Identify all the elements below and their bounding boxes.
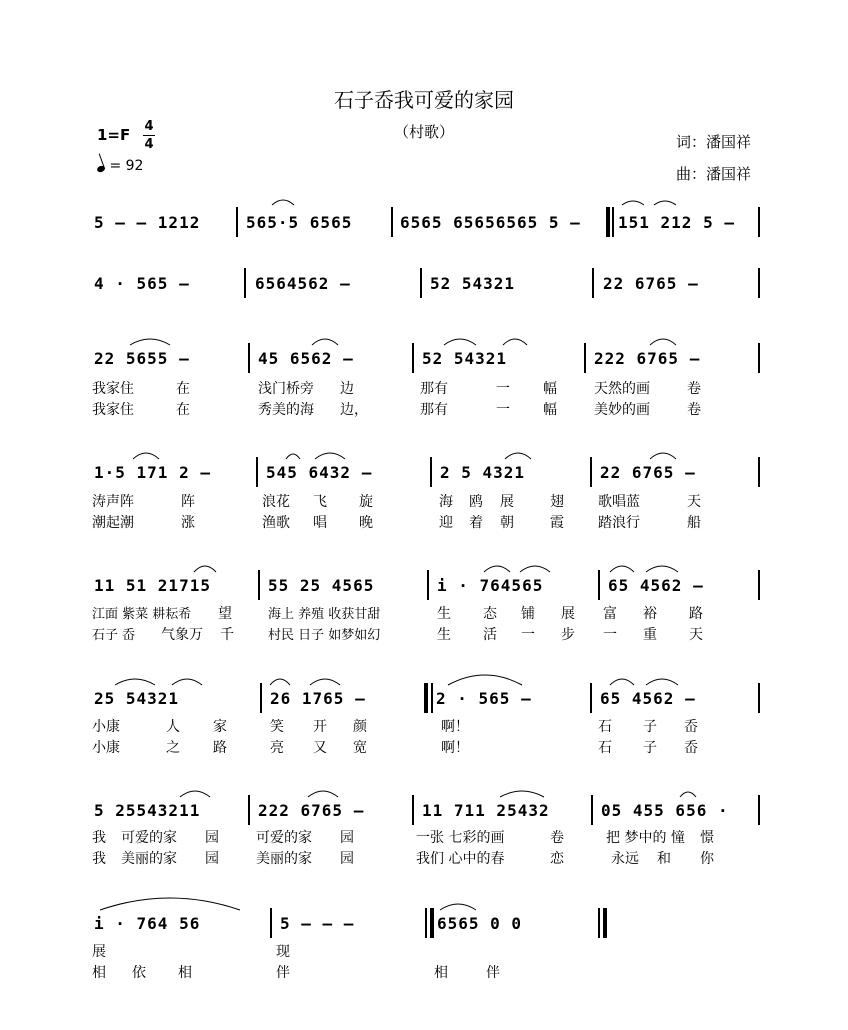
- lyric-word: 恋: [550, 851, 564, 867]
- lyric-word: 鸥: [469, 494, 483, 510]
- lyric-word: 园: [340, 851, 354, 867]
- lyric-word: 一张 七彩的画: [416, 830, 505, 846]
- lyric-word: 活: [483, 627, 497, 643]
- lyric-word: 一: [521, 627, 535, 643]
- lyric-word: 我家住: [92, 381, 134, 397]
- lyric-word: 唱: [313, 515, 327, 531]
- lyric-word: 我: [92, 851, 106, 867]
- lyric-word: 飞: [313, 494, 327, 510]
- lyricist-credit: 词：潘国祥: [676, 133, 752, 151]
- slur: [272, 200, 294, 205]
- lyric-word: 可爱的家: [256, 830, 312, 846]
- triplet-slur: [622, 201, 644, 205]
- slur: [650, 453, 676, 459]
- measure-l1-m3: 6565 65656565 5 —: [400, 213, 581, 232]
- lyric-word: 迎: [439, 515, 453, 531]
- measure-l5-m1: 11 51 21715: [94, 576, 211, 595]
- lyric-word: 永远: [611, 851, 639, 867]
- lyric-word: 伴: [486, 965, 500, 981]
- lyric-word: 生: [437, 627, 451, 643]
- lyric-word: 幅: [543, 402, 557, 418]
- slur: [650, 339, 676, 345]
- lyric-word: 把 梦中的 憧: [606, 830, 685, 846]
- measure-l6-m4: 65 4562 —: [600, 689, 696, 708]
- lyric-word: 一: [496, 381, 510, 397]
- lyric-word: 翅: [550, 494, 564, 510]
- measure-l2-m1: 4 · 565 —: [94, 274, 190, 293]
- lyric-word: 展: [92, 944, 106, 960]
- lyric-word: 着: [469, 515, 483, 531]
- lyric-word: 气象万: [161, 627, 203, 643]
- lyric-word: 海上 养殖 收获甘甜: [268, 607, 381, 622]
- lyric-word: 步: [561, 627, 575, 643]
- measure-l7-m4: 05 455 656 ·: [601, 801, 729, 820]
- slur: [448, 675, 522, 685]
- lyric-word: 船: [687, 515, 701, 531]
- lyric-word: 展: [500, 494, 514, 510]
- slur: [484, 566, 510, 572]
- lyric-word: 天然的画: [594, 381, 650, 397]
- lyric-word: 之: [166, 740, 180, 756]
- song-subtitle: （村歌）: [393, 123, 454, 141]
- lyric-word: 浅门桥旁: [258, 381, 314, 397]
- lyric-word: 依: [132, 965, 146, 981]
- lyric-word: 渔歌: [262, 515, 290, 531]
- measure-l7-m2: 222 6765 —: [258, 801, 365, 820]
- lyric-word: 石子 岙: [92, 628, 136, 643]
- lyric-word: 边，: [340, 402, 368, 418]
- lyric-word: 朝: [500, 515, 514, 531]
- composer-credit: 曲：潘国祥: [676, 165, 752, 183]
- lyric-word: 相: [434, 965, 448, 981]
- lyric-word: 霞: [550, 515, 564, 531]
- slur: [503, 339, 527, 345]
- measure-l3-m4: 222 6765 —: [594, 349, 701, 368]
- lyric-word: 啊！: [441, 740, 469, 756]
- lyric-word: 开: [313, 719, 327, 735]
- lyric-word: 晚: [359, 515, 373, 531]
- lyric-word: 边: [340, 381, 354, 397]
- slur: [500, 791, 544, 797]
- measure-l4-m1: 1·5 171 2 —: [94, 463, 211, 482]
- lyric-word: 潮起潮: [92, 515, 134, 531]
- slur: [172, 679, 202, 685]
- measure-l7-m3: 11 711 25432: [422, 801, 550, 820]
- slur: [133, 453, 159, 459]
- measure-l7-m1: 5 25543211: [94, 801, 201, 820]
- triplet-slur: [654, 201, 676, 205]
- lyric-word: 展: [561, 606, 575, 622]
- slur: [444, 339, 476, 345]
- measure-l6-m1: 25 54321: [94, 689, 180, 708]
- lyric-word: 村民 日子 如梦如幻: [268, 628, 381, 643]
- lyric-word: 美丽的家: [121, 851, 177, 867]
- lyric-word: 石: [598, 719, 612, 735]
- slur: [130, 339, 170, 345]
- slur: [100, 898, 240, 910]
- lyric-word: 又: [313, 740, 327, 756]
- slur: [194, 566, 216, 572]
- lyric-word: 浪花: [262, 494, 290, 510]
- slur: [440, 904, 476, 910]
- lyric-word: 那有: [420, 381, 448, 397]
- measure-l4-m2: 545 6432 —: [266, 463, 373, 482]
- lyric-word: 现: [276, 944, 290, 960]
- lyric-word: 涛声阵: [92, 494, 134, 510]
- lyric-word: 天: [689, 627, 703, 643]
- lyric-word: 可爱的家: [121, 830, 177, 846]
- lyric-word: 阵: [181, 494, 195, 510]
- measure-l1-m4: 151 212 5 —: [618, 213, 735, 232]
- lyric-word: 宽: [353, 740, 367, 756]
- measure-l6-m2: 26 1765 —: [270, 689, 366, 708]
- lyric-word: 相: [92, 965, 106, 981]
- measure-l3-m3: 52 54321: [422, 349, 508, 368]
- lyric-word: 路: [689, 606, 703, 622]
- lyric-word: 子: [643, 740, 657, 756]
- slur: [646, 566, 678, 572]
- song-title: 石子岙我可爱的家园: [334, 88, 514, 112]
- measure-l3-m2: 45 6562 —: [258, 349, 354, 368]
- measure-l8-m3: 6565 0 0: [437, 914, 523, 933]
- lyric-word: 啊！: [441, 719, 469, 735]
- measure-l6-m3: 2 · 565 —: [436, 689, 532, 708]
- lyric-word: 秀美的海: [258, 402, 314, 418]
- lyric-word: 旋: [359, 494, 373, 510]
- lyric-word: 幅: [543, 381, 557, 397]
- lyric-word: 园: [340, 830, 354, 846]
- slur: [646, 679, 678, 685]
- lyric-word: 在: [176, 381, 190, 397]
- lyric-word: 伴: [276, 965, 290, 981]
- measure-l5-m2: 55 25 4565: [268, 576, 375, 595]
- lyric-word: 岙: [684, 719, 698, 735]
- lyric-word: 卷: [687, 381, 701, 397]
- lyric-word: 路: [213, 740, 227, 756]
- key-signature: 1=F: [97, 126, 131, 144]
- slur: [180, 791, 210, 797]
- lyric-word: 家: [213, 719, 227, 735]
- lyric-word: 我家住: [92, 402, 134, 418]
- lyric-word: 美丽的家: [256, 851, 312, 867]
- lyric-word: 一: [603, 627, 617, 643]
- measure-l1-m1: 5 — — 1212: [94, 213, 201, 232]
- lyric-word: 憬: [700, 830, 714, 846]
- lyric-word: 江面 紫菜 耕耘希: [92, 607, 192, 622]
- lyric-word: 颜: [353, 719, 367, 735]
- lyric-word: 我们 心中的春: [416, 851, 505, 867]
- lyric-word: 那有: [420, 402, 448, 418]
- lyric-word: 涨: [181, 515, 195, 531]
- measure-l5-m3: i · 764565: [437, 576, 544, 595]
- measure-l8-m1: i · 764 56: [94, 914, 201, 933]
- lyric-word: 我: [92, 830, 106, 846]
- measure-l2-m2: 6564562 —: [255, 274, 351, 293]
- lyric-word: 亮: [270, 740, 284, 756]
- measure-l8-m2: 5 — — —: [280, 914, 355, 933]
- lyric-word: 铺: [521, 606, 535, 622]
- lyric-word: 笑: [270, 719, 284, 735]
- lyric-word: 岙: [684, 740, 698, 756]
- measure-l2-m4: 22 6765 —: [603, 274, 699, 293]
- lyric-word: 卷: [687, 402, 701, 418]
- lyric-word: 一: [496, 402, 510, 418]
- lyric-word: 海: [439, 494, 453, 510]
- lyric-word: 富: [603, 606, 617, 622]
- lyric-word: 小康: [92, 719, 120, 735]
- measure-l1-m2: 565·5 6565: [246, 213, 353, 232]
- lyric-word: 歌唱蓝: [598, 494, 640, 510]
- lyric-word: 重: [643, 627, 657, 643]
- lyric-word: 人: [166, 719, 180, 735]
- lyric-word: 天: [687, 494, 701, 510]
- lyric-word: 生: [437, 606, 451, 622]
- slur: [315, 453, 345, 459]
- measure-l4-m3: 2 5 4321: [440, 463, 526, 482]
- slur: [286, 454, 300, 459]
- time-sig-bottom: 4: [144, 137, 154, 152]
- lyric-word: 石: [598, 740, 612, 756]
- slur: [312, 339, 338, 345]
- lyric-word: 园: [205, 851, 219, 867]
- lyric-word: 你: [700, 851, 714, 867]
- lyric-word: 望: [218, 606, 232, 622]
- lyric-word: 卷: [550, 830, 564, 846]
- lyric-word: 小康: [92, 740, 120, 756]
- time-sig-top: 4: [144, 119, 154, 134]
- slur: [310, 679, 340, 685]
- lyric-word: 踏浪行: [598, 515, 640, 531]
- measure-l5-m4: 65 4562 —: [608, 576, 704, 595]
- measure-l2-m3: 52 54321: [430, 274, 516, 293]
- lyric-word: 园: [205, 830, 219, 846]
- slur: [270, 679, 290, 685]
- slur: [610, 679, 634, 685]
- slur: [308, 791, 338, 797]
- slur: [680, 792, 696, 797]
- slur: [115, 679, 155, 685]
- lyric-word: 在: [176, 402, 190, 418]
- measure-l4-m4: 22 6765 —: [600, 463, 696, 482]
- tempo-value: = 92: [109, 158, 144, 174]
- slur: [610, 566, 634, 572]
- lyric-word: 相: [178, 965, 192, 981]
- slur: [505, 453, 531, 459]
- lyric-word: 美妙的画: [594, 402, 650, 418]
- lyric-word: 裕: [643, 606, 657, 622]
- lyric-word: 千: [220, 627, 234, 643]
- lyric-word: 和: [657, 851, 671, 867]
- lyric-word: 子: [643, 719, 657, 735]
- lyric-word: 态: [483, 606, 497, 622]
- measure-l3-m1: 22 5655 —: [94, 349, 190, 368]
- slur: [520, 566, 550, 572]
